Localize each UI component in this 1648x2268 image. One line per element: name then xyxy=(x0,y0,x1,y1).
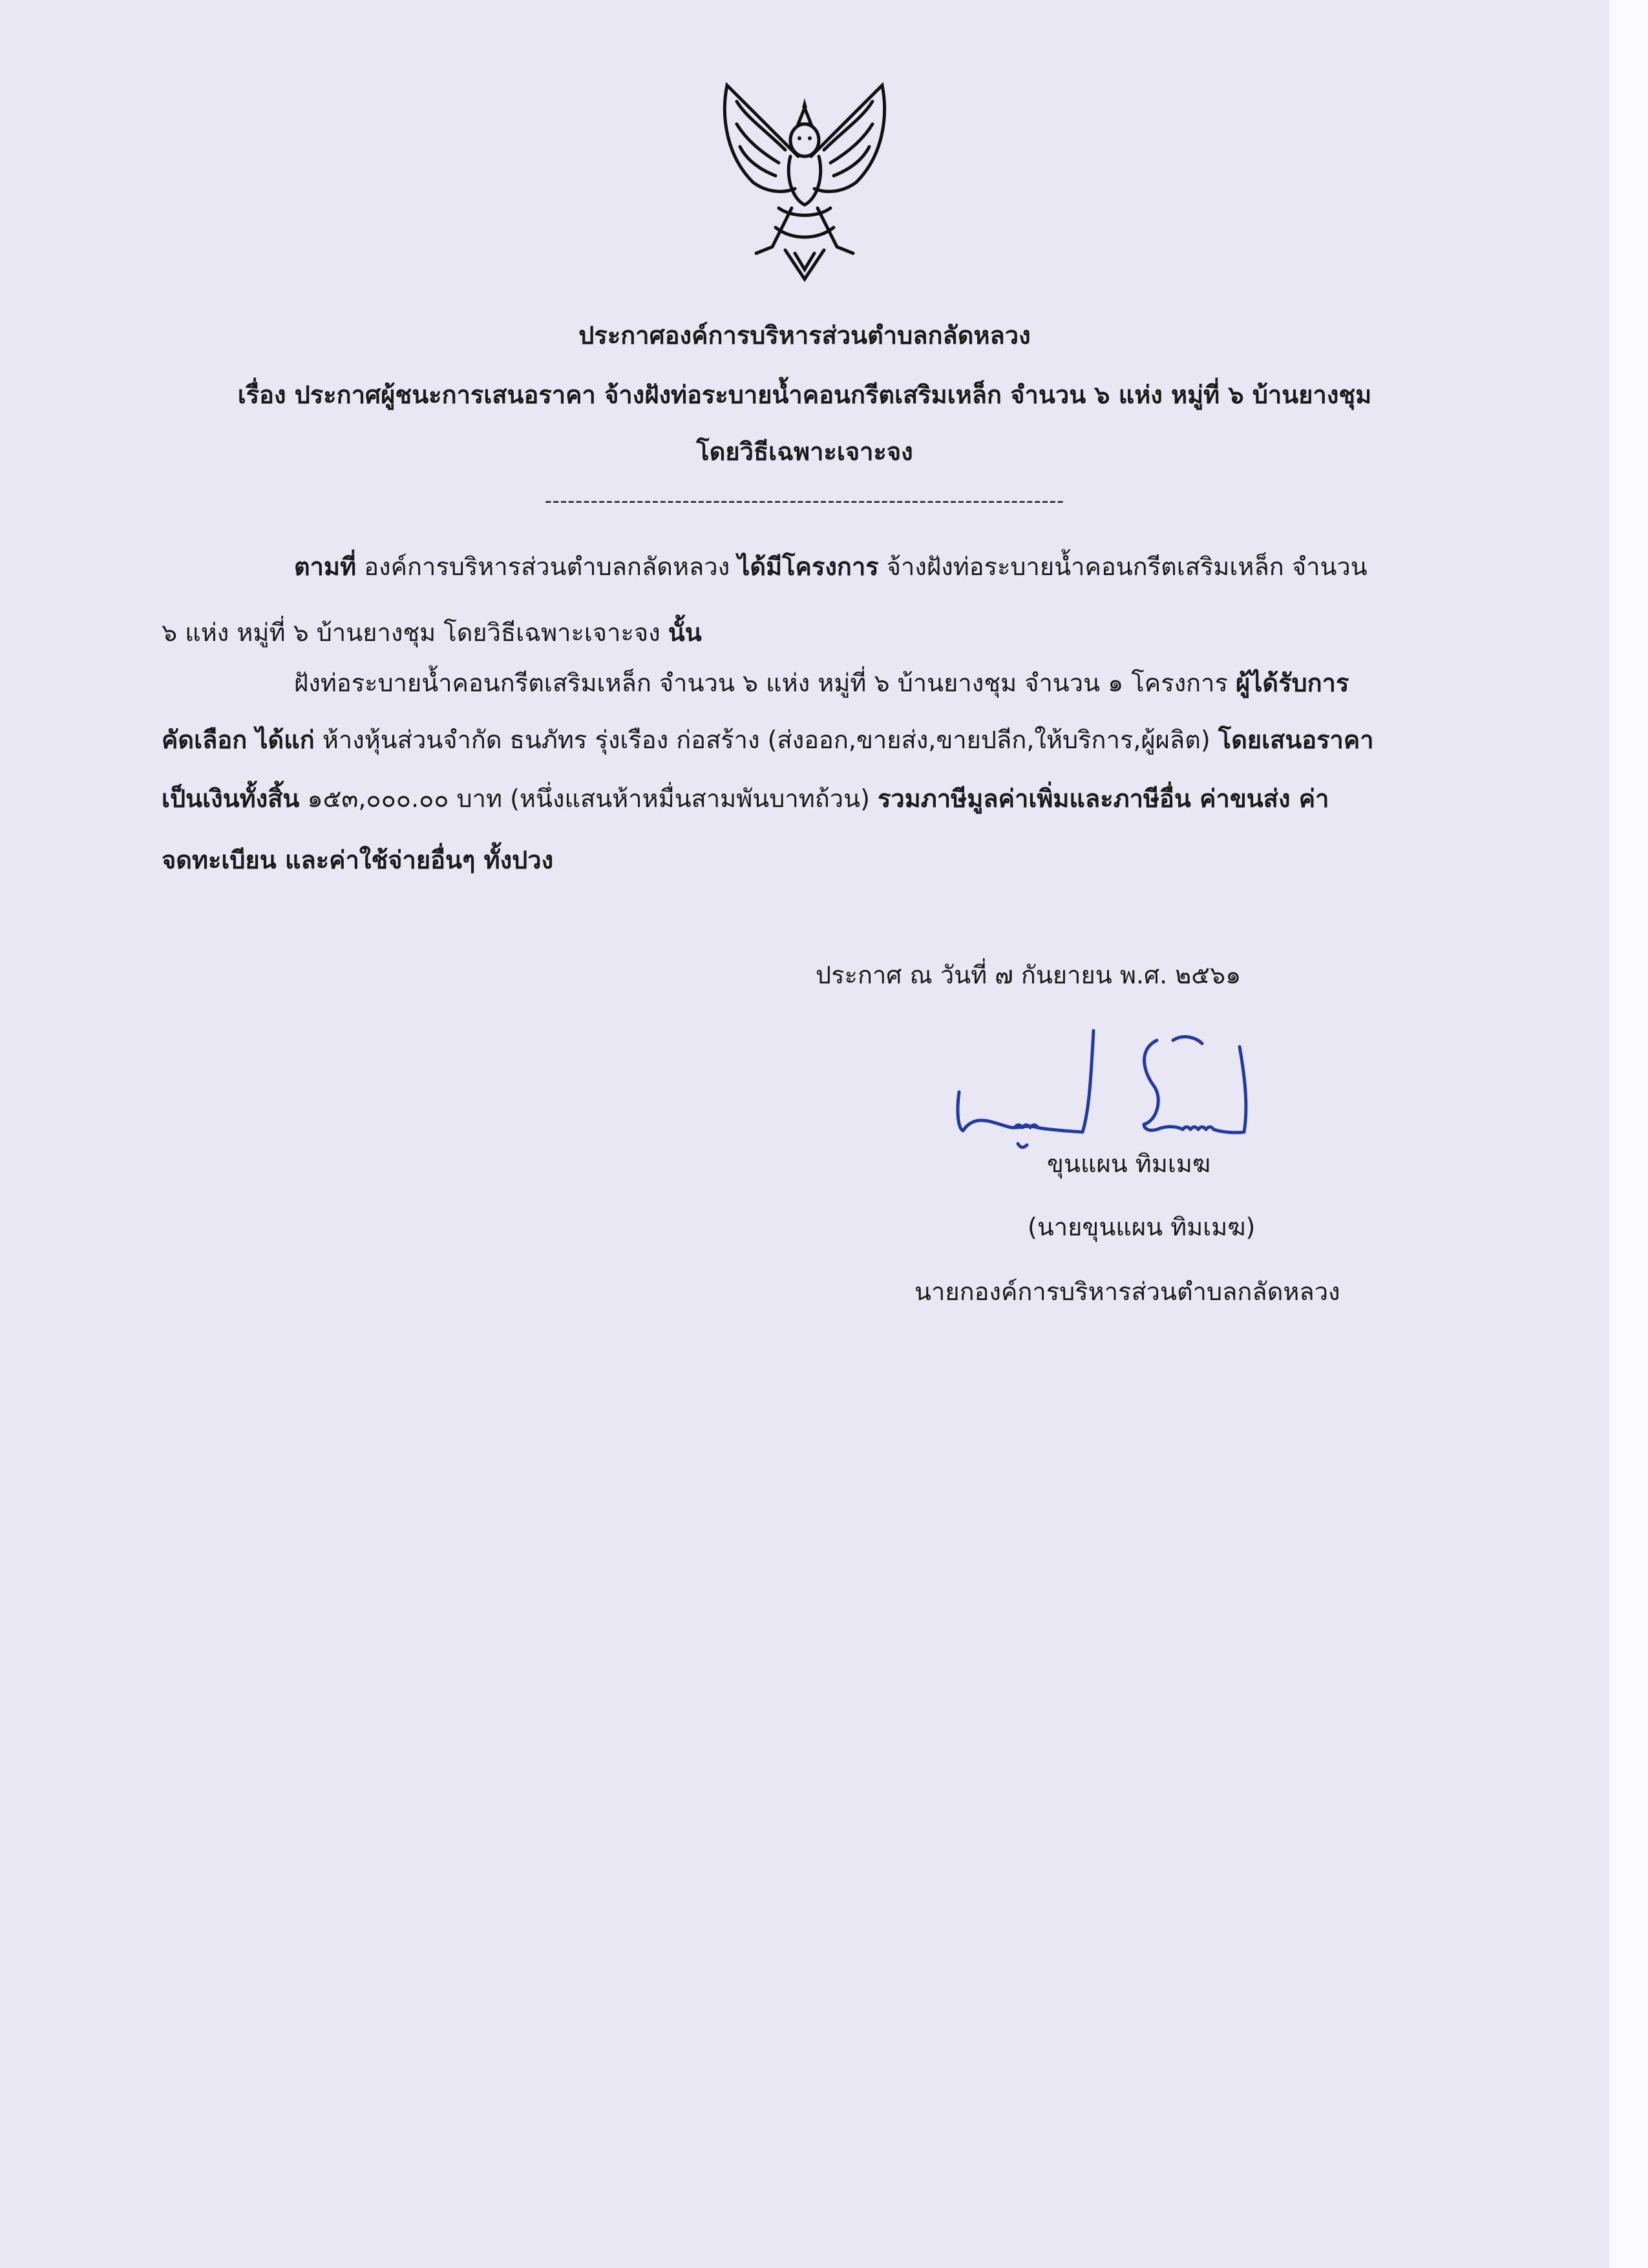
heading-divider: -------------------------------------------------------------------- xyxy=(544,490,1065,512)
para1-bold-start: ตามที่ xyxy=(294,552,357,581)
para1-line1 xyxy=(294,547,1368,586)
para1-mid: องค์การบริหารส่วนตำบลกลัดหลวง xyxy=(356,552,738,581)
para2-line2-mid: ห้างหุ้นส่วนจำกัด ธนภัทร รุ่งเรือง ก่อสร้าง (ส่งออก,ขายส่ง,ขายปลีก,ให้บริการ,ผู้ผลิต) xyxy=(314,726,1218,754)
announcement-subject: เรื่อง ประกาศผู้ชนะการเสนอราคา จ้างฝังท่อระบายน้ำคอนกรีตเสริมเหล็ก จำนวน ๖ แห่ง หมู่ที่ ๖ บ้านยางชุม xyxy=(237,381,1372,409)
para2-line2-bold-start: คัดเลือก ได้แก่ xyxy=(162,726,315,754)
para2-line2-bold-end: โดยเสนอราคา xyxy=(1218,726,1374,754)
para2-line3-mid: ๑๕๓,๐๐๐.๐๐ บาท (หนึ่งแสนห้าหมื่นสามพันบาทถ้วน) xyxy=(299,784,878,813)
signatory-position: นายกองค์การบริหารส่วนตำบลกลัดหลวง xyxy=(914,1277,1340,1306)
garuda-emblem-icon xyxy=(701,79,908,286)
para1-line2-bold: นั้น xyxy=(668,618,702,647)
para2-line2 xyxy=(162,720,1374,759)
para1-bold-mid: ได้มีโครงการ xyxy=(737,552,879,581)
signed-name: ขุนแผน ทิมเมฆ xyxy=(1047,1150,1211,1178)
signatory-full-name: (นายขุนแผน ทิมเมฆ) xyxy=(1028,1213,1256,1241)
para2-line3 xyxy=(162,779,1329,818)
announcement-method: โดยวิธีเฉพาะเจาะจง xyxy=(696,437,913,466)
para2-line1-text: ฝังท่อระบายน้ำคอนกรีตเสริมเหล็ก จำนวน ๖ แห่ง หมู่ที่ ๖ บ้านยางชุม จำนวน ๑ โครงการ xyxy=(294,669,1236,697)
para1-end: จ้างฝังท่อระบายน้ำคอนกรีตเสริมเหล็ก จำนวน xyxy=(878,552,1368,581)
announcement-org-heading: ประกาศองค์การบริหารส่วนตำบลกลัดหลวง xyxy=(578,321,1031,350)
para1-line2-text: ๖ แห่ง หมู่ที่ ๖ บ้านยางชุม โดยวิธีเฉพาะเจาะจง xyxy=(162,618,668,647)
para2-line3-bold-mid: รวมภาษีมูลค่าเพิ่มและภาษีอื่น ค่าขนส่ง ค่า xyxy=(878,784,1329,813)
para2-line4: จดทะเบียน และค่าใช้จ่ายอื่นๆ ทั้งปวง xyxy=(162,846,554,874)
para2-line1 xyxy=(294,663,1349,702)
para2-line1-bold: ผู้ได้รับการ xyxy=(1236,669,1349,697)
para1-line2 xyxy=(162,613,702,652)
announcement-date: ประกาศ ณ วันที่ ๗ กันยายน พ.ศ. ๒๕๖๑ xyxy=(816,961,1241,989)
para2-line3-bold-start: เป็นเงินทั้งสิ้น xyxy=(162,784,300,813)
scan-edge xyxy=(1609,0,1648,2268)
